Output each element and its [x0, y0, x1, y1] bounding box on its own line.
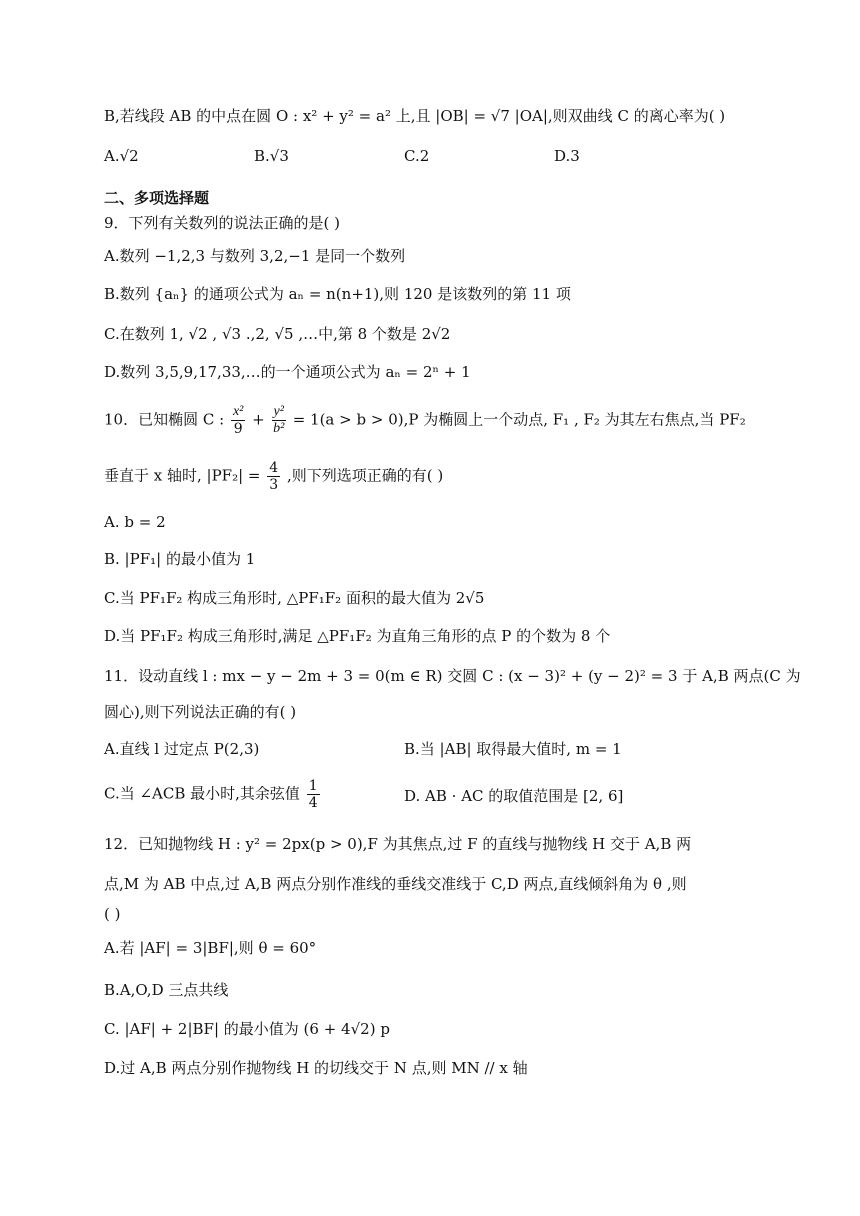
q8-option-c: C.2 [404, 147, 430, 165]
q12-stem-line1: 12．已知抛物线 H : y² = 2px(p > 0),F 为其焦点,过 F 的直线与抛物线 H 交于 A,B 两 [104, 835, 692, 853]
q10-fraction-y-den: b² [273, 421, 285, 436]
q8-stem-tail: B,若线段 AB 的中点在圆 O : x² + y² = a² 上,且 |OB| = √7 |OA|,则双曲线 C 的离心率为( ) [104, 107, 726, 125]
q10-stem-line1 [104, 404, 746, 437]
q10-stem-post: = 1(a > b > 0),P 为椭圆上一个动点, F₁ , F₂ 为其左右焦点,当 PF₂ [292, 410, 746, 429]
q11-option-c-den: 4 [308, 795, 318, 811]
q10-stem-pre: 10．已知椭圆 C : [104, 410, 225, 429]
q9-option-c: C.在数列 1, √2 , √3 .,2, √5 ,…中,第 8 个数是 2√2 [104, 325, 451, 343]
q8-option-a: A.√2 [104, 147, 139, 165]
q10-fraction-x [231, 404, 245, 437]
q10-option-a: A. b = 2 [104, 513, 166, 531]
q11-option-d: D. AB · AC 的取值范围是 [2, 6] [404, 787, 624, 805]
q10-option-d: D.当 PF₁F₂ 构成三角形时,满足 △PF₁F₂ 为直角三角形的点 P 的个数为 8 个 [104, 627, 611, 645]
q12-option-c: C. |AF| + 2|BF| 的最小值为 (6 + 4√2) p [104, 1020, 390, 1038]
q9-option-d: D.数列 3,5,9,17,33,…的一个通项公式为 aₙ = 2ⁿ + 1 [104, 363, 471, 381]
q12-option-a: A.若 |AF| = 3|BF|,则 θ = 60° [104, 939, 317, 957]
q12-stem-line2: 点,M 为 AB 中点,过 A,B 两点分别作准线的垂线交准线于 C,D 两点,直线倾斜角为 θ ,则 [104, 875, 687, 893]
q11-option-c-fraction [307, 778, 320, 811]
q10-fraction-pf2-den: 3 [269, 477, 279, 493]
q8-option-b: B.√3 [254, 147, 289, 165]
q10-fraction-pf2-num: 4 [269, 460, 279, 476]
q12-stem-line3: ( ) [104, 905, 121, 923]
q11-option-b: B.当 |AB| 取得最大值时, m = 1 [404, 740, 622, 758]
q11-stem-line2: 圆心),则下列说法正确的有( ) [104, 703, 297, 721]
q9-stem: 9．下列有关数列的说法正确的是( ) [104, 214, 341, 232]
q11-option-a: A.直线 l 过定点 P(2,3) [104, 740, 260, 758]
q10-option-b: B. |PF₁| 的最小值为 1 [104, 550, 256, 568]
q11-option-c-text: C.当 ∠ACB 最小时,其余弦值 [104, 784, 300, 803]
q10-stem-line2 [104, 460, 443, 493]
q12-option-b: B.A,O,D 三点共线 [104, 981, 229, 999]
q10-plus: + [252, 410, 265, 429]
q11-option-c [104, 778, 322, 811]
section-heading: 二、多项选择题 [104, 189, 210, 207]
q10-line2-pre: 垂直于 x 轴时, |PF₂| = [104, 466, 261, 485]
q10-fraction-x-num: x² [232, 404, 244, 419]
q10-fraction-x-den: 9 [233, 421, 243, 437]
q8-option-d: D.3 [554, 147, 580, 165]
q10-fraction-pf2 [267, 460, 280, 493]
q9-option-b: B.数列 {aₙ} 的通项公式为 aₙ = n(n+1),则 120 是该数列的第 11 项 [104, 285, 571, 303]
q10-fraction-y [272, 404, 286, 437]
q9-option-a: A.数列 −1,2,3 与数列 3,2,−1 是同一个数列 [104, 247, 406, 265]
q10-option-c: C.当 PF₁F₂ 构成三角形时, △PF₁F₂ 面积的最大值为 2√5 [104, 589, 485, 607]
q10-fraction-y-num: y² [273, 404, 284, 419]
q11-option-c-num: 1 [308, 778, 318, 794]
q11-stem-line1: 11．设动直线 l : mx − y − 2m + 3 = 0(m ∈ R) 交圆 C : (x − 3)² + (y − 2)² = 3 于 A,B 两点(C 为 [104, 667, 801, 685]
q12-option-d: D.过 A,B 两点分别作抛物线 H 的切线交于 N 点,则 MN // x 轴 [104, 1059, 528, 1077]
q10-line2-post: ,则下列选项正确的有( ) [286, 466, 444, 485]
